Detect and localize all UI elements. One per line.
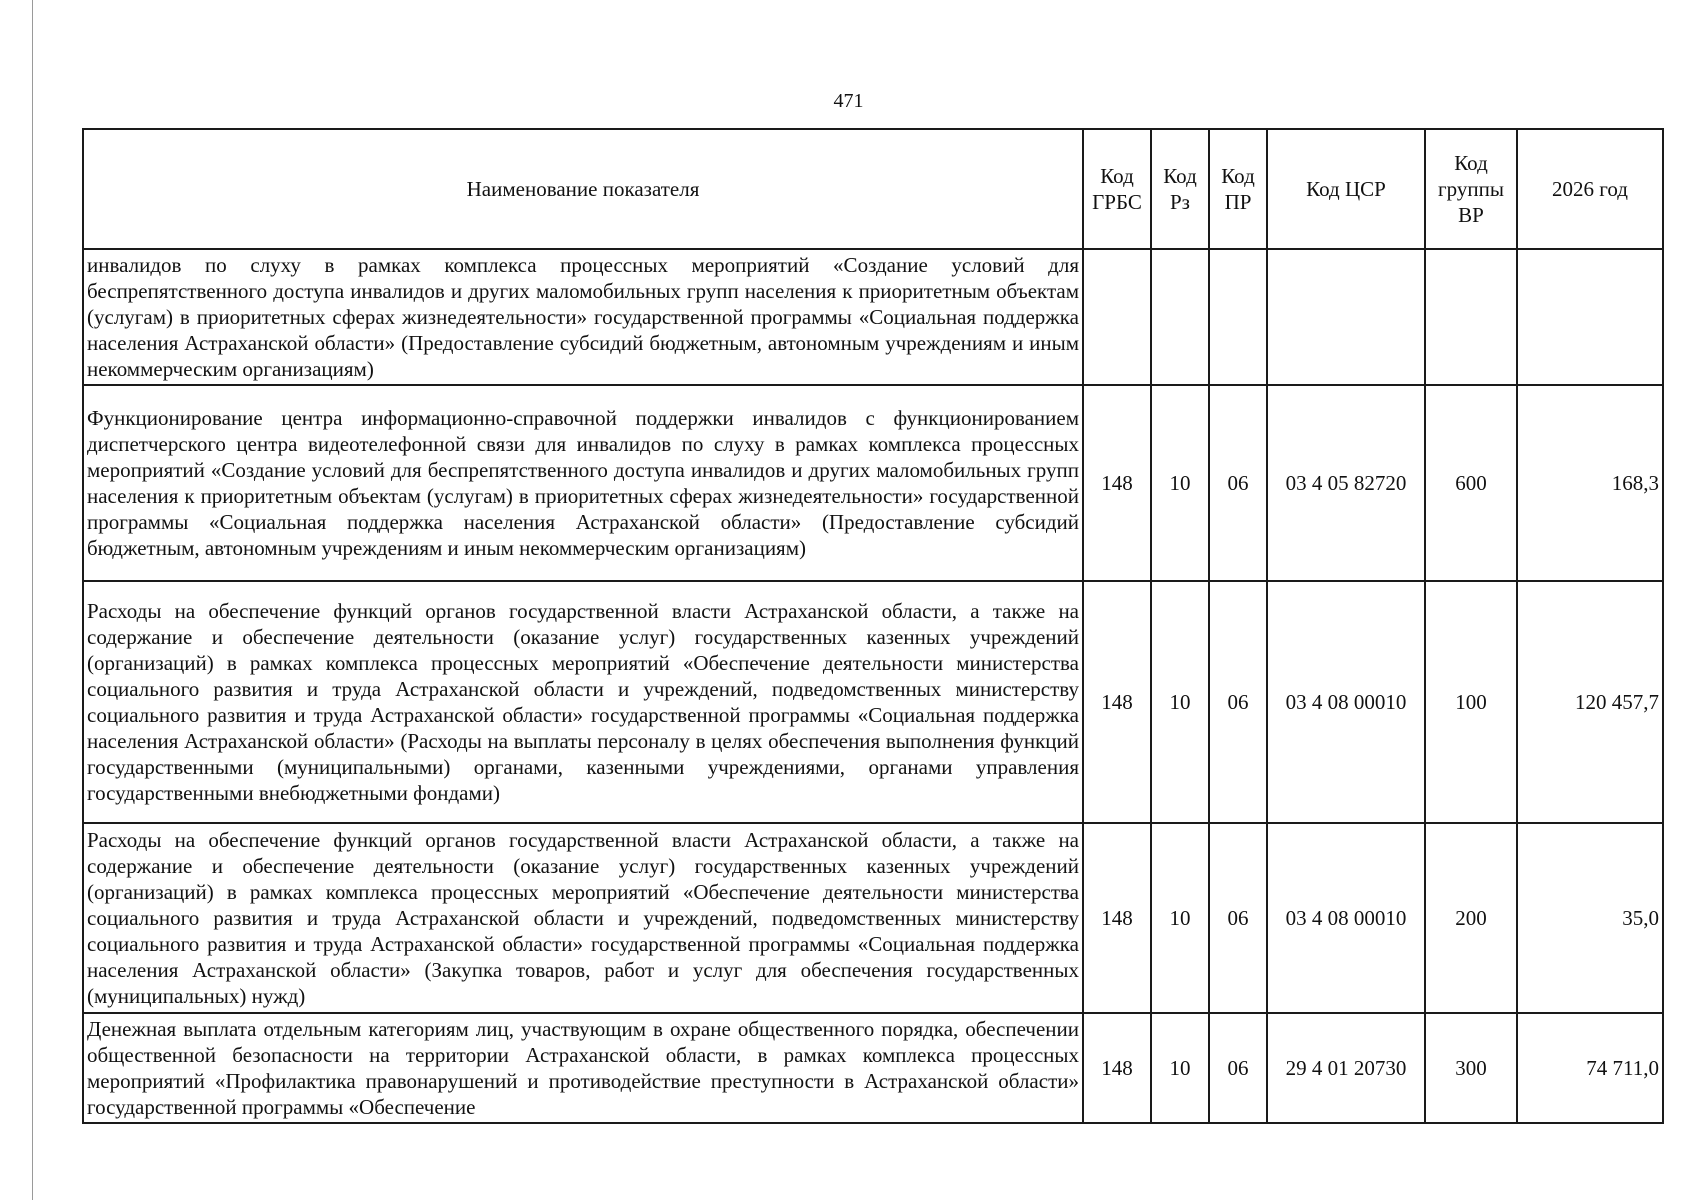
cell-vr [1425, 249, 1517, 385]
cell-name: инвалидов по слуху в рамках комплекса процессных мероприятий «Создание условий для беспрепятственного доступа инвалидов и других маломобильных групп населения к приоритетным объектам (услугам) в приоритетных сферах жизнедеятельности» государственной программы «Социальная поддержка населения Астраханской области» (Предоставление субсидий бюджетным, автономным учреждениям и иным некоммерческим организациям) [83, 249, 1083, 385]
cell-grbs: 148 [1083, 1013, 1151, 1123]
cell-grbs: 148 [1083, 385, 1151, 581]
header-vr: Код группы ВР [1425, 129, 1517, 249]
cell-pr: 06 [1209, 1013, 1267, 1123]
header-pr: Код ПР [1209, 129, 1267, 249]
cell-csr: 29 4 01 20730 [1267, 1013, 1425, 1123]
cell-rz: 10 [1151, 385, 1209, 581]
left-margin-rule [32, 0, 33, 1200]
cell-name: Функционирование центра информационно-справочной поддержки инвалидов с функционированием диспетчерского центра видеотелефонной связи для инвалидов по слуху в рамках комплекса процессных мероприятий «Создание условий для беспрепятственного доступа инвалидов и других маломобильных групп населения к приоритетным объектам (услугам) в приоритетных сферах жизнедеятельности» государственной программы «Социальная поддержка населения Астраханской области» (Предоставление субсидий бюджетным, автономным учреждениям и иным некоммерческим организациям) [83, 385, 1083, 581]
cell-pr: 06 [1209, 581, 1267, 823]
cell-pr [1209, 249, 1267, 385]
table-row [83, 1013, 1663, 1123]
cell-amount: 35,0 [1517, 823, 1663, 1013]
cell-vr: 200 [1425, 823, 1517, 1013]
cell-rz: 10 [1151, 823, 1209, 1013]
budget-table [82, 128, 1664, 1124]
cell-name: Расходы на обеспечение функций органов государственной власти Астраханской области, а также на содержание и обеспечение деятельности (оказание услуг) государственных казенных учреждений (организаций) в рамках комплекса процессных мероприятий «Обеспечение деятельности министерства социального развития и труда Астраханской области и учреждений, подведомственных министерству социального развития и труда Астраханской области» государственной программы «Социальная поддержка населения Астраханской области» (Закупка товаров, работ и услуг для обеспечения государственных (муниципальных) нужд) [83, 823, 1083, 1013]
table-row [83, 823, 1663, 1013]
cell-grbs: 148 [1083, 823, 1151, 1013]
cell-name: Денежная выплата отдельным категориям лиц, участвующим в охране общественного порядка, обеспечении общественной безопасности на территории Астраханской области, в рамках комплекса процессных мероприятий «Профилактика правонарушений и противодействие преступности в Астраханской области» государственной программы «Обеспечение [83, 1013, 1083, 1123]
cell-amount: 74 711,0 [1517, 1013, 1663, 1123]
header-grbs: Код ГРБС [1083, 129, 1151, 249]
table-header-row [83, 129, 1663, 249]
page-number: 471 [833, 90, 864, 112]
cell-vr: 300 [1425, 1013, 1517, 1123]
cell-rz [1151, 249, 1209, 385]
cell-rz: 10 [1151, 1013, 1209, 1123]
cell-amount: 120 457,7 [1517, 581, 1663, 823]
cell-csr: 03 4 08 00010 [1267, 823, 1425, 1013]
cell-amount: 168,3 [1517, 385, 1663, 581]
header-name: Наименование показателя [83, 129, 1083, 249]
header-year: 2026 год [1517, 129, 1663, 249]
cell-grbs: 148 [1083, 581, 1151, 823]
cell-csr: 03 4 05 82720 [1267, 385, 1425, 581]
cell-rz: 10 [1151, 581, 1209, 823]
table-row [83, 385, 1663, 581]
cell-csr [1267, 249, 1425, 385]
cell-pr: 06 [1209, 823, 1267, 1013]
cell-csr: 03 4 08 00010 [1267, 581, 1425, 823]
header-rz: Код Рз [1151, 129, 1209, 249]
cell-vr: 100 [1425, 581, 1517, 823]
header-csr: Код ЦСР [1267, 129, 1425, 249]
cell-name: Расходы на обеспечение функций органов государственной власти Астраханской области, а также на содержание и обеспечение деятельности (оказание услуг) государственных казенных учреждений (организаций) в рамках комплекса процессных мероприятий «Обеспечение деятельности министерства социального развития и труда Астраханской области и учреждений, подведомственных министерству социального развития и труда Астраханской области» государственной программы «Социальная поддержка населения Астраханской области» (Расходы на выплаты персоналу в целях обеспечения выполнения функций государственными (муниципальными) органами, казенными учреждениями, органами управления государственными внебюджетными фондами) [83, 581, 1083, 823]
table-row [83, 581, 1663, 823]
cell-amount [1517, 249, 1663, 385]
cell-pr: 06 [1209, 385, 1267, 581]
table-row [83, 249, 1663, 385]
cell-grbs [1083, 249, 1151, 385]
cell-vr: 600 [1425, 385, 1517, 581]
